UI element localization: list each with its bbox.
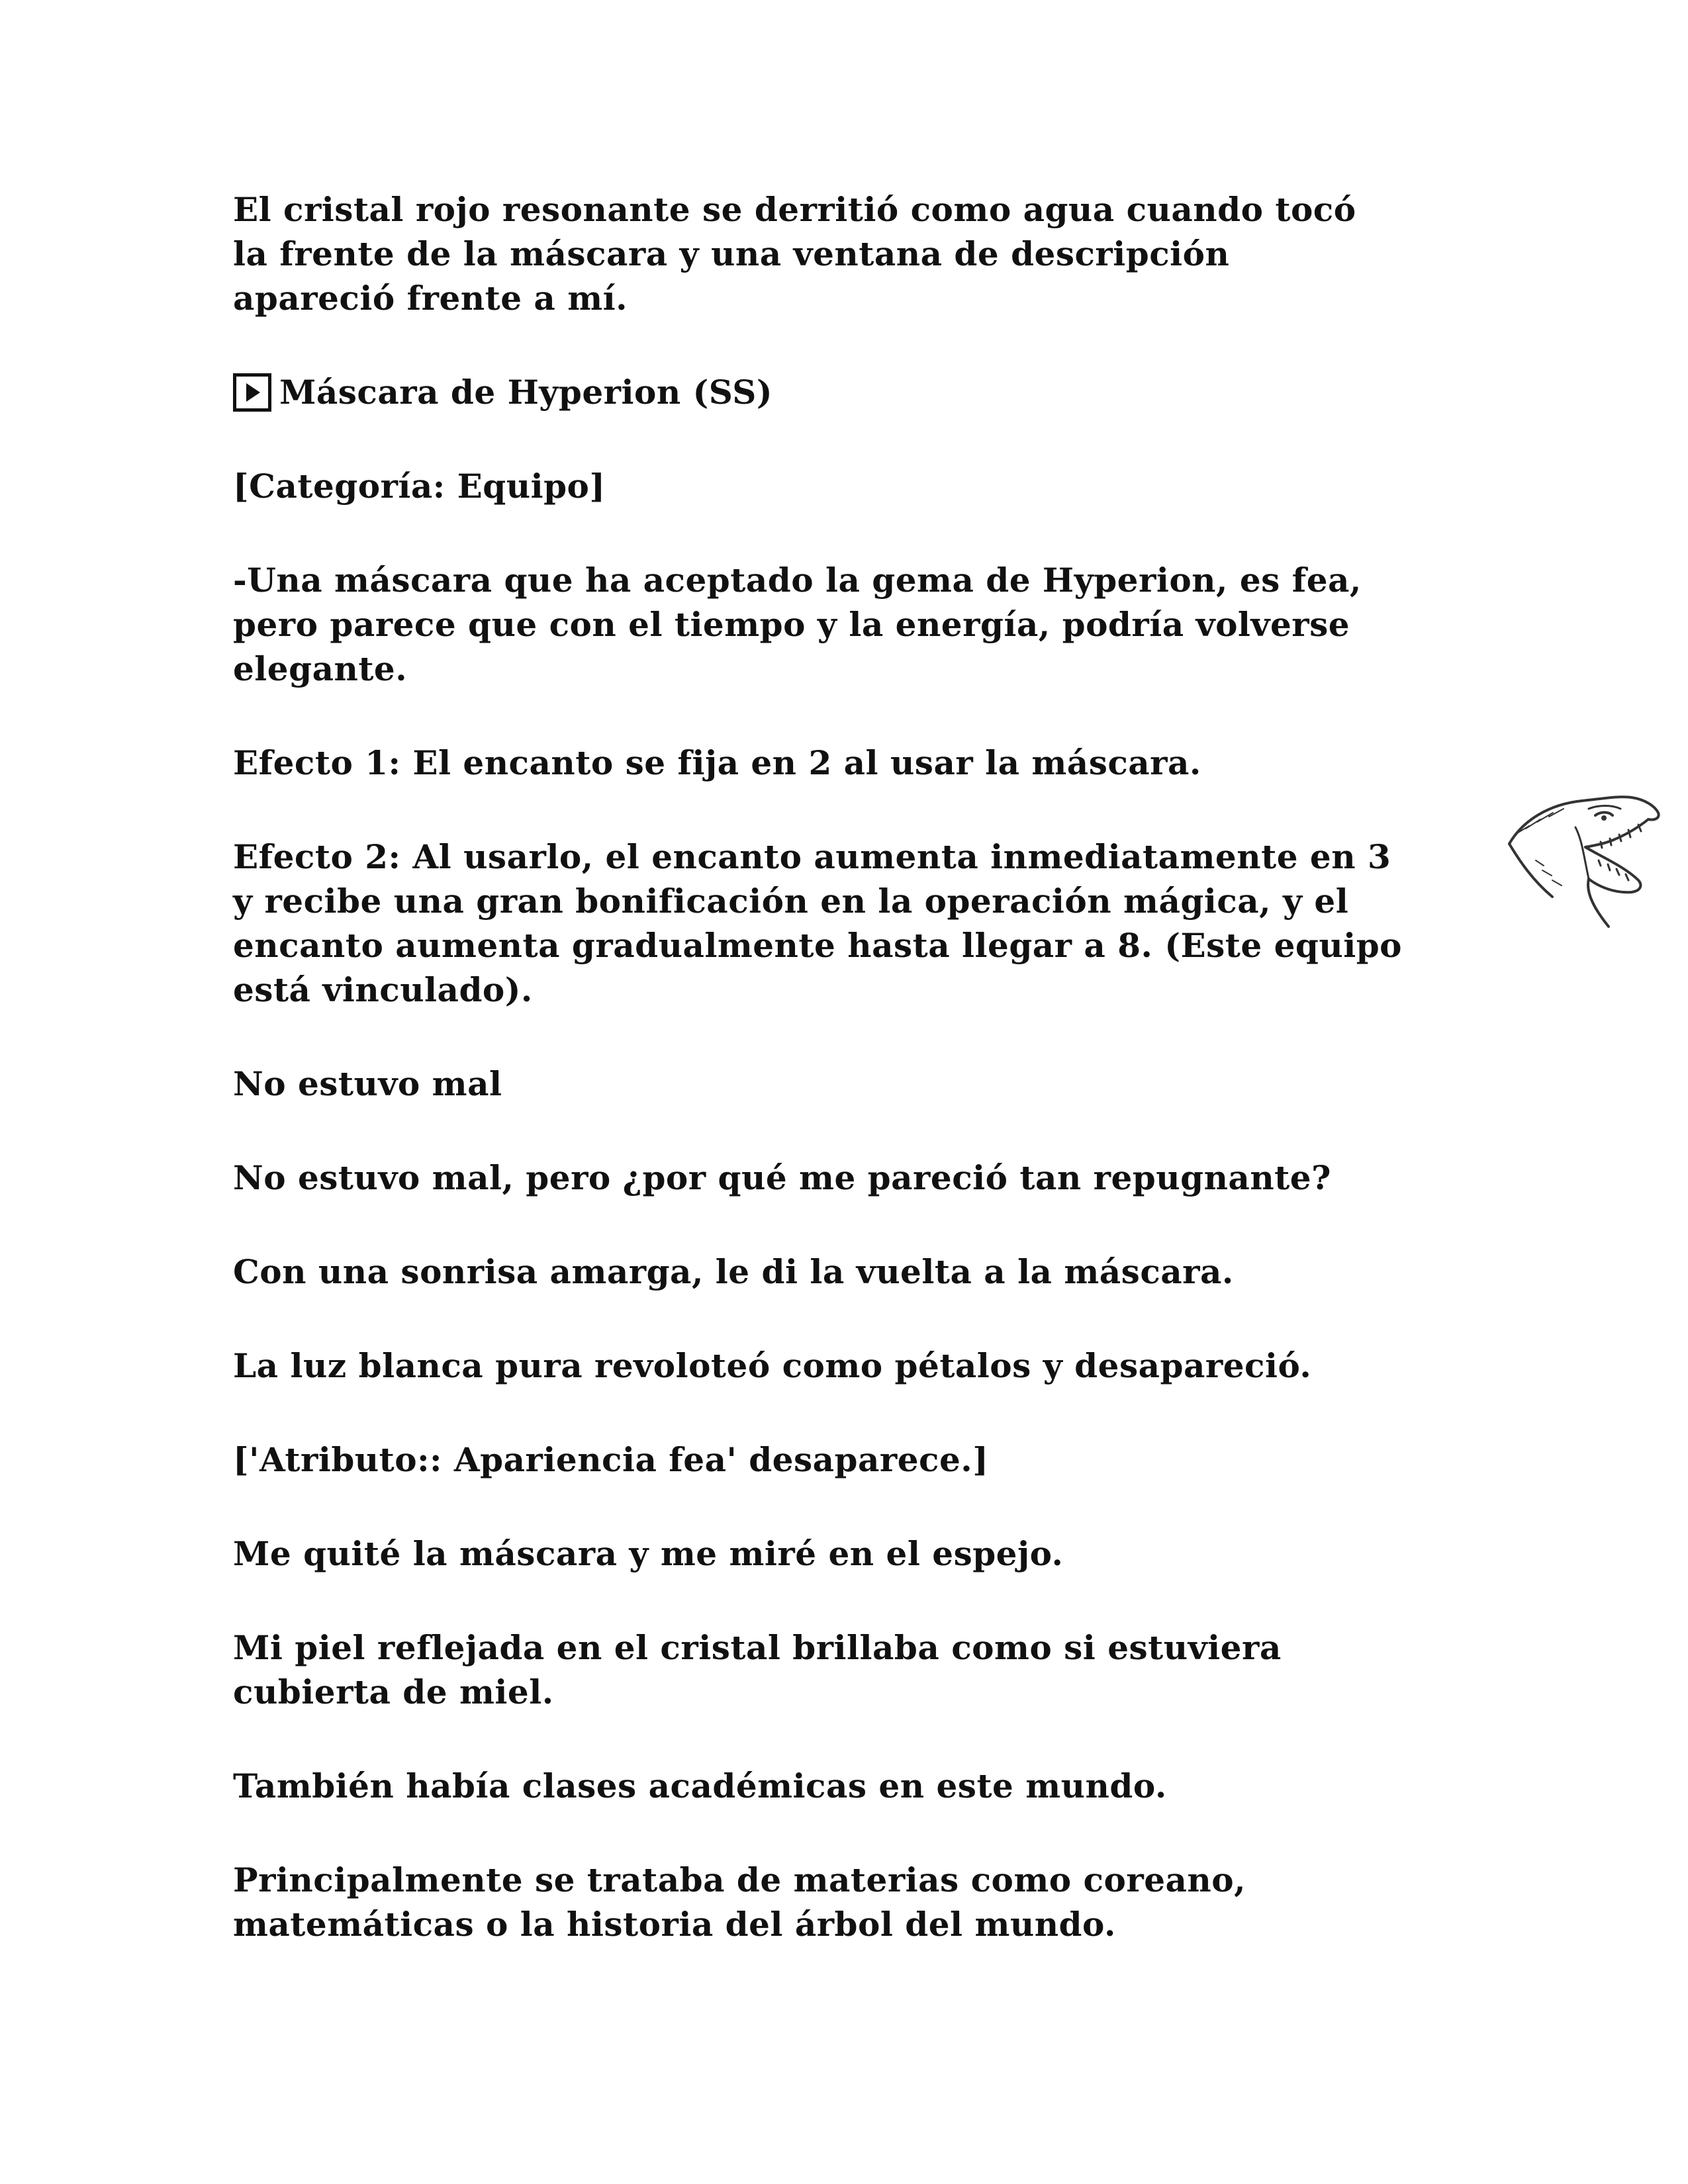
body-text <box>233 187 1464 1996</box>
play-box-icon <box>233 373 271 412</box>
paragraph-13: Mi piel reflejada en el cristal brillaba como si estuviera cubierta de miel. <box>233 1628 1282 1711</box>
paragraph-9: Con una sonrisa amarga, le di la vuelta a la máscara. <box>233 1252 1234 1291</box>
system-message: ['Atributo:: Apariencia fea' desaparece.] <box>233 1440 989 1479</box>
item-effect-2: Efecto 2: Al usarlo, el encanto aumenta inmediatamente en 3 y recibe una gran bonificación en la operación mágica, y el encanto aumenta gradualmente hasta llegar a 8. (Este equipo está vinculado). <box>233 837 1402 1009</box>
paragraph-15: Principalmente se trataba de materias como coreano, matemáticas o la historia del árbol del mundo. <box>233 1860 1246 1944</box>
item-title-text: Máscara de Hyperion (SS) <box>279 373 773 412</box>
paragraph-12: Me quité la máscara y me miré en el espejo. <box>233 1534 1064 1573</box>
dinosaur-head-sketch-icon <box>1496 781 1668 930</box>
item-description: -Una máscara que ha aceptado la gema de Hyperion, es fea, pero parece que con el tiempo y la energía, podría volverse elegante. <box>233 561 1362 688</box>
paragraph-14: También había clases académicas en este mundo. <box>233 1766 1167 1805</box>
paragraph-7: No estuvo mal <box>233 1064 502 1103</box>
paragraph-8: No estuvo mal, pero ¿por qué me pareció tan repugnante? <box>233 1158 1331 1197</box>
paragraph-10: La luz blanca pura revoloteó como pétalos y desapareció. <box>233 1346 1312 1385</box>
item-title <box>233 370 1464 414</box>
item-effect-1: Efecto 1: El encanto se fija en 2 al usar la máscara. <box>233 743 1201 782</box>
item-category: [Categoría: Equipo] <box>233 467 606 506</box>
paragraph-1: El cristal rojo resonante se derritió como agua cuando tocó la frente de la máscara y una ventana de descripción apareció frente a mí. <box>233 190 1356 318</box>
